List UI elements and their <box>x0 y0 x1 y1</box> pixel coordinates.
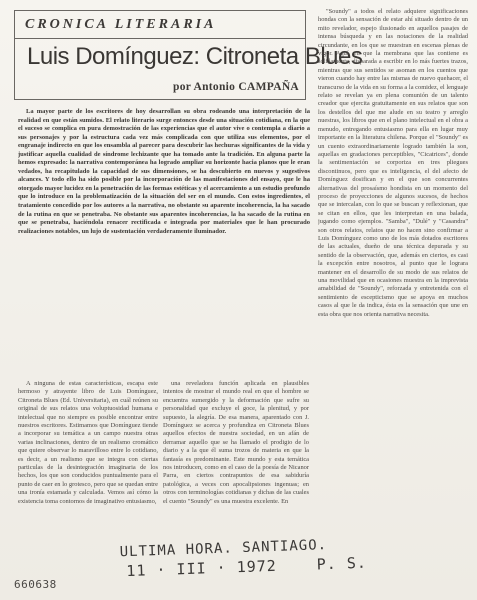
handwritten-date: 11 · III · 1972 <box>126 556 278 581</box>
handwritten-source-note <box>119 536 367 581</box>
lead-text: La mayor parte de los escritores de hoy desarrollan su obra rodeando una interpretación de la realidad en que están sumidos. El relato literario surge entonces desde una situación cotidiana, en la que el suceso se complica en pura demostración de las experiencias que el autor vive o contempla a diario a sus personajes y por la estructura cada vez más complicada con que utiliza sus elementos, por el engranaje indirecto en que los ensambla al parecer para descubrir las hechuras significantes de la vida y justificar aquella cualidad de síndrome lechizante que ha tomado ante la tradición. En alguna parte la hemos expresado: la narrativa contemporánea ha logrado ampliar su horizonte hacia planos que le eran vedados, ha recapitulado la capacidad de sus dimensiones, se ha descubierto en nuevos y sugestivos alcances. Y todo ello ha sido posible por la incorporación de las manifestaciones del ensayo, que le ha otorgado mayor lucidez en la penetración de las formas estéticas y el acercamiento a un estudio profundo que lo introduce en la problematización de la situación del ser en el mundo. Con estos ingredientes, el tratamiento concedido por los autores a la narrativa, no obstante su aparente incoherencia, la ha sacado de la rutina en que se penetraba. No obstante sus aparentes incoherencias, la ha sacado de la rutina en que se penetraba, haciéndola renacer rectificada e integrada por materiales que le han procurado realizaciones notables, un lujo de sustentación verdaderamente iluminador. <box>18 108 310 235</box>
lead-paragraph <box>18 108 310 370</box>
column-2-text: una reveladora función aplicada en plausibles intentos de mostrar el mundo real en que el hombre se encuentra sumergido y la deformación que sufre su personalidad que excluye el goce, la plenitud, y por supuesto, la alegría. De esa manera, aparentado con J. Domínguez se acerca y profundiza en Citroneta Blues aquellos efectos de nuestra sociedad, en un afán de derramar aquello que se ha llamado el prodigio de lo diario y a la que él suma trozos de materia en que la fantasía es predominante. Este mundo y esta temática nos introducen, como en el caso de la poesía de Nicanor Parra, en ciertos contrapuntos de esa sabiduría patológica, a veces con apocalipsiones ingenuas; en otros con terminologías cotidianas y dichas de las cuales el cuento "Soundy" es una muestra excelente. En <box>163 380 309 505</box>
body-column-3 <box>318 8 468 540</box>
archive-code: 660638 <box>14 578 57 591</box>
article-headline: Luis Domínguez: Citroneta Blues <box>27 43 363 70</box>
article-header <box>14 10 363 100</box>
header-divider <box>15 38 305 39</box>
body-column-2 <box>163 380 309 550</box>
column-3-text: "Soundy" a todos el relato adquiere significaciones hondas con la sensación de estar ahí situado dentro de un mito revelador, espejo ilusionado en aquellos pasajes de intensa búsqueda y en las notaciones de la realidad circundante, en los que se muestran en escenas plenas de vigor. Aquí, en que la membrana que las contiene es sólidamente, disparada a escribir en lo más fuertes trazos, mientras que sus sentidos se asoman en los cuentos que vieron cuando hay entre las mismas de nuevo quehacer, el transcurso de la vida en su forma a la comidez, el lenguaje relato se revelan ya en plena comunión de un talento creador que ejercita gratuitamente en sus relatos que son los destellos del que me alude en su teatro y arreglo nuestras, los libros que en el plano intelectual en el obra a menudo, entregando entusiasmo para ella en lugar muy importante en la literatura chilena. Porque el "Soundy" es un cuento extraordinariamente logrado también la son, aquellas en gradaciones perceptibles, "Cicatrices", donde la sentimentación se corporiza en tres pliegues discontinuos, pero que es inteligencia, el del afecto de Domínguez dosifican y en el que son concurrentes alternativas del prosaísmo hondista en un momento del proceso de proyecciones de algunos sucesos, de hechos que se intercalan, con lo que se buscan y reflexionan, que se citan en ellos, que les interpretan en una balada, jugando como ejemplos. "Samba", "Dulé" y "Casandra" son otros relatos, relatos que no hacen sino confirmar a Luis Domínguez como uno de los más dotados escritores de las actuales, dueño de una técnica depurada y su sentido de la observación, que, además en ciertos, es casi la excepción entre nosotros, al punto que le lograra mantener en el desarrollo de su modo de sus relatos de una movilidad que en ocasiones muestra en la imprevista amabilidad de "Soundy", reforzada y entretenida con el sentimiento de escepticismo que se apoya en muchos casos al que le da indica, ésta es la sensación que une en esta obra que nos orienta narrativa necesita. <box>318 8 468 318</box>
handwritten-initials: P. S. <box>316 553 368 574</box>
column-1-text: A ninguna de estas características, escapa este hermoso y atrayente libro de Luis Domínguez, Citroneta Blues (Ed. Universitaria), en cuál reúnen su original de sus relatos una voluptuosidad humana e intelectual que no siempre es posible encontrar entre nuestros escritores. Estimamos que Domínguez tiende a incorporar su temática a un campo nuestra otras varias inclinaciones, dentro de un realismo cromático que quiere observar lo maravilloso entre lo cotidiano, es decir, a un realismo que se integra con ciertas particulas de la desintegración imaginaria de los hechos, los que son conducidos puntualmente para el punto de caer en lo grotesco, pero que se quedan entre una ironía estamada y calculada. Vemos así cómo la existencia toma contornos de imaginativo entusiasmo, <box>18 380 158 505</box>
article-byline: por Antonio CAMPAÑA <box>173 81 300 93</box>
body-column-1 <box>18 380 158 550</box>
source-line: ULTIMA HORA. SANTIAGO. <box>119 537 328 561</box>
section-kicker: CRONICA LITERARIA <box>25 17 217 32</box>
